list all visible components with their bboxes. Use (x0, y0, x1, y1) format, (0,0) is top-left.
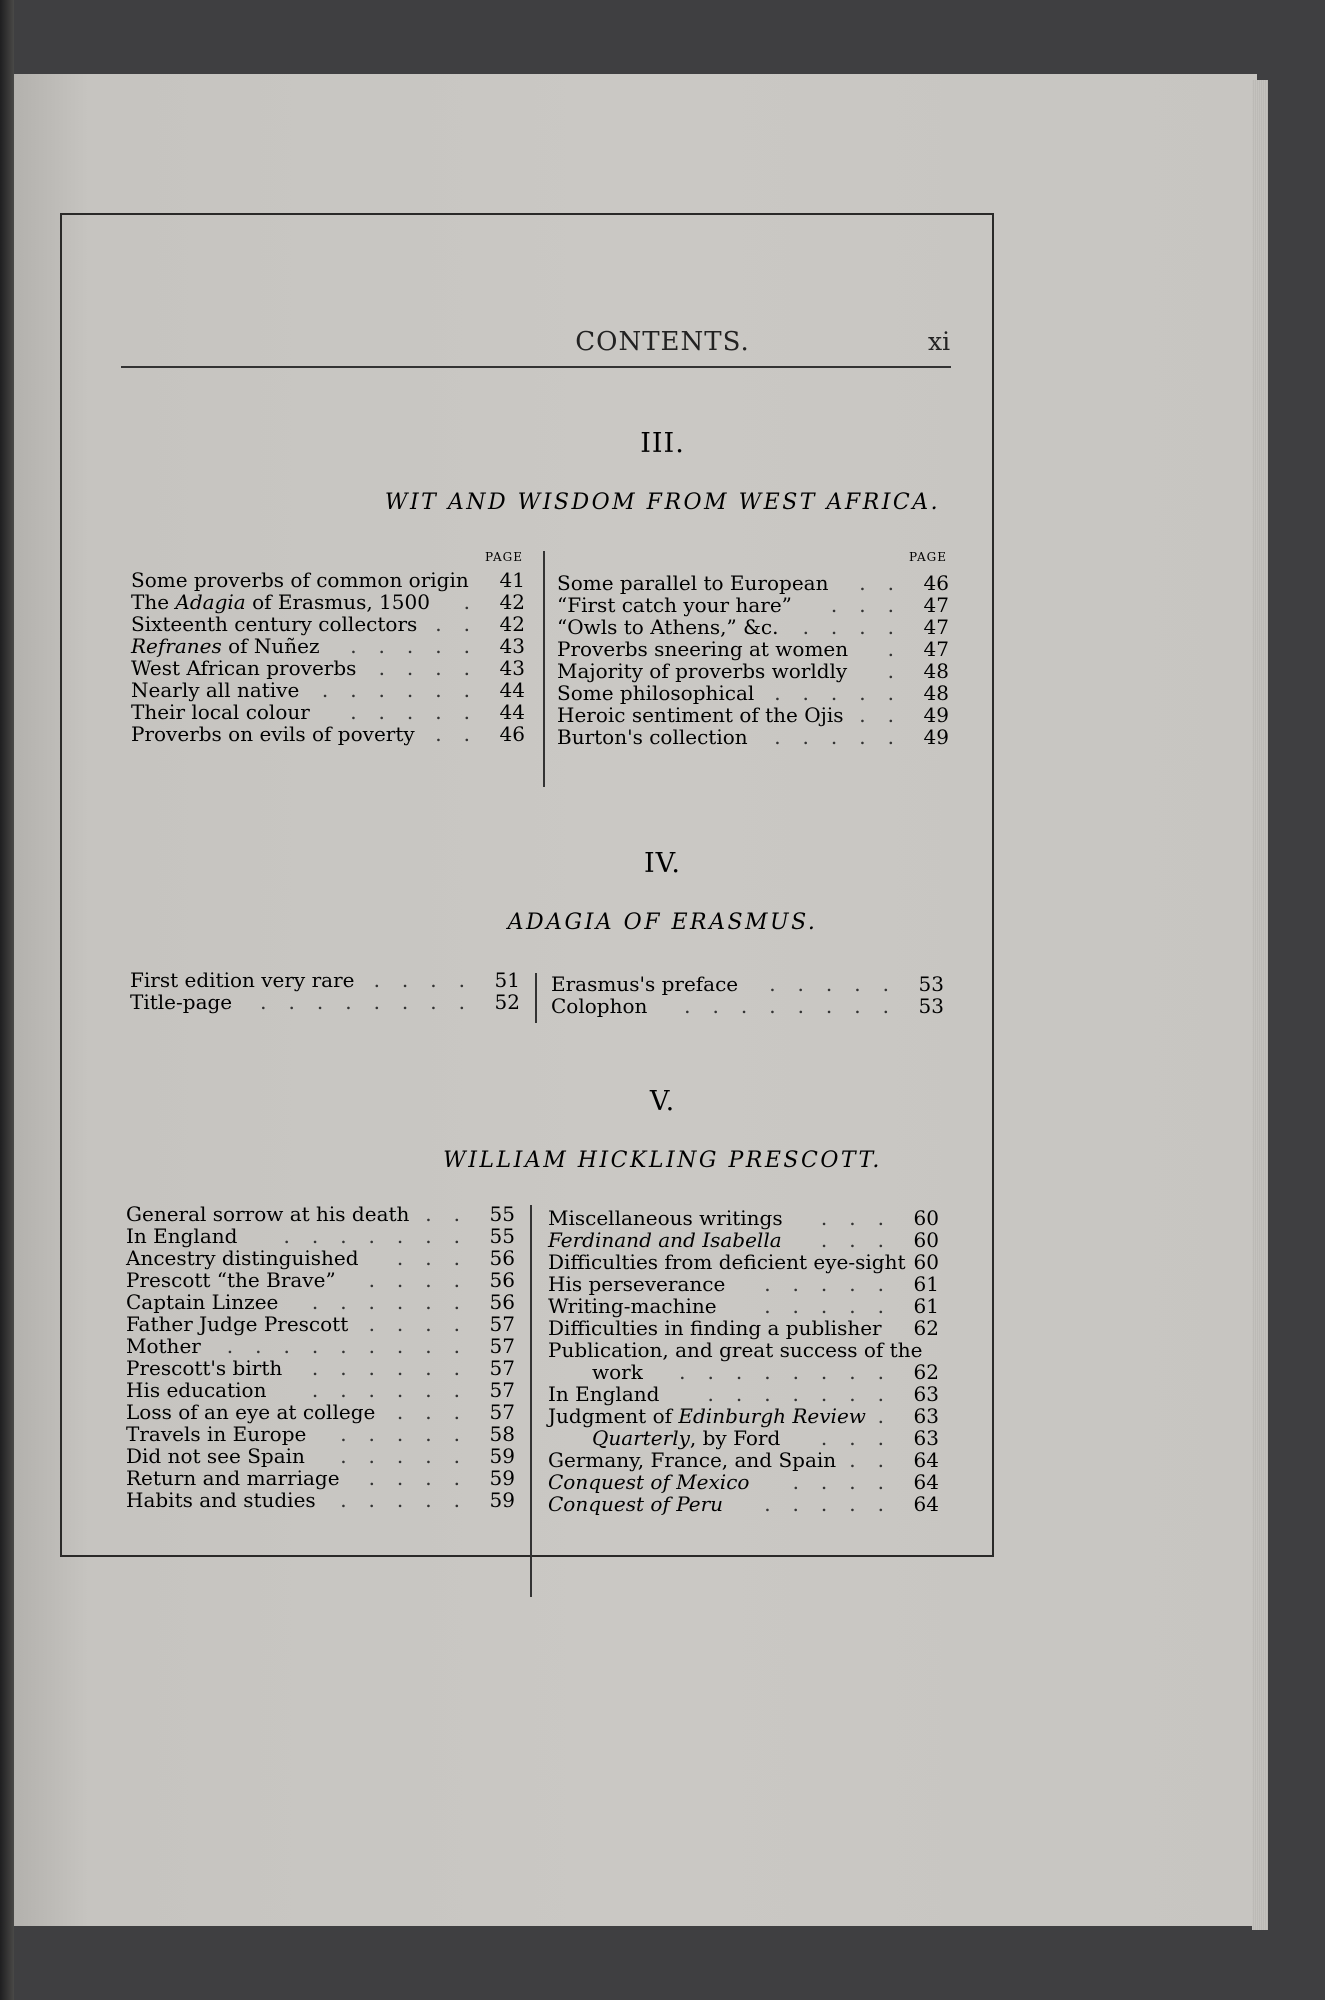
dot-leader: . (877, 1404, 906, 1428)
toc-page-number: 52 (494, 990, 520, 1014)
dot-leader: ...... (311, 1290, 482, 1314)
toc-page-number: 46 (499, 722, 525, 746)
column-divider (543, 551, 545, 787)
toc-page-number: 47 (923, 593, 949, 617)
toc-entry-title: Proverbs on evils of poverty (131, 722, 415, 746)
toc-entry-title: Miscellaneous writings (548, 1206, 783, 1230)
toc-page-number: 42 (499, 590, 525, 614)
toc-page-number: 49 (923, 703, 949, 727)
page-column-label: PAGE (909, 550, 947, 564)
toc-page-number: 56 (489, 1246, 515, 1270)
toc-page-number: 59 (489, 1466, 515, 1490)
section-title: ADAGIA OF ERASMUS. (507, 910, 818, 935)
dot-leader: ... (820, 1426, 906, 1450)
toc-entry (551, 992, 944, 1020)
toc-entry-title: Nearly all native (131, 678, 300, 702)
dot-leader: ..... (350, 634, 492, 658)
dot-leader: ..... (764, 1492, 906, 1516)
toc-entry-title: Burton's collection (557, 725, 748, 749)
toc-entry-title: Difficulties in finding a publisher (548, 1316, 882, 1340)
toc-entry-title: Father Judge Prescott (126, 1312, 349, 1336)
dot-leader: ........ (679, 1360, 906, 1384)
toc-page-number: 57 (489, 1312, 515, 1336)
toc-entry-title: The Adagia of Erasmus, 1500 (131, 590, 430, 614)
dot-leader: ... (820, 1228, 906, 1252)
toc-page-number: 57 (489, 1334, 515, 1358)
toc-entry-title: Publication, and great success of the (548, 1338, 923, 1362)
toc-entry-title: His education (126, 1378, 267, 1402)
toc-page-number: 63 (913, 1426, 939, 1450)
section-title: WILLIAM HICKLING PRESCOTT. (443, 1148, 882, 1173)
dot-leader: ....... (707, 1382, 906, 1406)
dot-leader: ........ (260, 990, 487, 1014)
dot-leader: . (463, 590, 492, 614)
dot-leader: ......... (226, 1334, 482, 1358)
toc-entry-title: Some proverbs of common origin (131, 568, 469, 592)
toc-entry-title: His perseverance (548, 1272, 726, 1296)
toc-entry-title: Prescott's birth (126, 1356, 283, 1380)
toc-page-number: 62 (913, 1316, 939, 1340)
dot-leader: .... (792, 1470, 906, 1494)
dot-leader: .... (378, 656, 492, 680)
toc-page-number: 62 (913, 1360, 939, 1384)
dot-leader: ... (396, 1400, 482, 1424)
toc-page-number: 51 (494, 968, 520, 992)
toc-page-number: 57 (489, 1356, 515, 1380)
running-title: CONTENTS. (575, 327, 750, 357)
dot-leader: . (887, 637, 916, 661)
section-number: IV. (643, 848, 682, 879)
toc-page-number: 61 (913, 1294, 939, 1318)
dot-leader: ..... (774, 681, 916, 705)
dot-leader: ...... (311, 1378, 482, 1402)
toc-entry-title: First edition very rare (130, 968, 355, 992)
toc-entry-title: Title-page (130, 990, 233, 1014)
dot-leader: ..... (774, 725, 916, 749)
toc-entry-title: Difficulties from deficient eye-sight (548, 1250, 906, 1274)
toc-entry-title: Ancestry distinguished (126, 1246, 359, 1270)
toc-page-number: 64 (913, 1470, 939, 1494)
toc-page-number: 55 (489, 1224, 515, 1248)
toc-page-number: 56 (489, 1268, 515, 1292)
toc-entry-title: Did not see Spain (126, 1444, 305, 1468)
dot-leader: ....... (283, 1224, 482, 1248)
dot-leader: ..... (350, 700, 492, 724)
toc-page-number: 63 (913, 1404, 939, 1428)
dot-leader: .... (373, 968, 487, 992)
dot-leader: ... (396, 1246, 482, 1270)
dot-leader: ...... (321, 678, 492, 702)
toc-entry-title: Proverbs sneering at women (557, 637, 849, 661)
column-divider (535, 973, 537, 1023)
toc-entry (557, 723, 949, 751)
dot-leader: .... (802, 615, 916, 639)
dot-leader: ........ (684, 994, 911, 1018)
page-folio: xi (928, 327, 951, 356)
column-divider (530, 1205, 532, 1597)
dot-leader: ..... (340, 1444, 482, 1468)
dot-leader: .. (435, 722, 492, 746)
dot-leader: .. (859, 703, 916, 727)
dot-leader: .. (425, 1202, 482, 1226)
dot-leader: ..... (764, 1294, 906, 1318)
page-edges (1252, 80, 1268, 1930)
toc-entry-title: Some parallel to European (557, 571, 829, 595)
toc-entry-title: Return and marriage (126, 1466, 340, 1490)
dot-leader: .... (368, 1312, 482, 1336)
toc-page-number: 61 (913, 1272, 939, 1296)
dot-leader: .... (368, 1466, 482, 1490)
toc-entry-title: “First catch your hare” (557, 593, 792, 617)
toc-entry-title: Refranes of Nuñez (131, 634, 320, 658)
dot-leader: .... (368, 1268, 482, 1292)
page-column-label: PAGE (485, 550, 523, 564)
toc-entry-title: Ferdinand and Isabella (548, 1228, 782, 1252)
toc-entry-title: In England (126, 1224, 238, 1248)
toc-entry-title: Conquest of Mexico (548, 1470, 750, 1494)
toc-entry-title: Their local colour (131, 700, 310, 724)
dot-leader: ..... (340, 1488, 482, 1512)
toc-entry-title: Prescott “the Brave” (126, 1268, 336, 1292)
toc-page-number: 57 (489, 1378, 515, 1402)
toc-page-number: 47 (923, 615, 949, 639)
dot-leader: .. (849, 1448, 906, 1472)
toc-page-number: 57 (489, 1400, 515, 1424)
toc-page-number: 48 (923, 681, 949, 705)
toc-page-number: 56 (489, 1290, 515, 1314)
toc-entry (131, 720, 525, 748)
dot-leader: ..... (764, 1272, 906, 1296)
toc-entry-title: General sorrow at his death (126, 1202, 410, 1226)
toc-entry-title: Habits and studies (126, 1488, 316, 1512)
toc-entry-title: Conquest of Peru (548, 1492, 724, 1516)
dot-leader: ...... (311, 1356, 482, 1380)
toc-page-number: 49 (923, 725, 949, 749)
dot-leader: . (887, 659, 916, 683)
toc-page-number: 60 (913, 1206, 939, 1230)
toc-entry-title: Some philosophical (557, 681, 755, 705)
toc-page-number: 55 (489, 1202, 515, 1226)
toc-entry-title: “Owls to Athens,” &c. (557, 615, 779, 639)
section-title: WIT AND WISDOM FROM WEST AFRICA. (384, 490, 941, 515)
dot-leader: ..... (340, 1422, 482, 1446)
dot-leader: ..... (769, 972, 911, 996)
dot-leader: .. (859, 571, 916, 595)
toc-entry (130, 988, 520, 1016)
toc-page-number: 60 (913, 1250, 939, 1274)
toc-page-number: 42 (499, 612, 525, 636)
toc-entry-title: Heroic sentiment of the Ojis (557, 703, 844, 727)
toc-entry-title: work (592, 1360, 643, 1384)
toc-entry-title: Judgment of Edinburgh Review (548, 1404, 866, 1428)
toc-entry (126, 1486, 515, 1514)
toc-page-number: 64 (913, 1448, 939, 1472)
toc-page-number: 46 (923, 571, 949, 595)
dot-leader: ... (820, 1206, 906, 1230)
toc-page-number: 53 (918, 972, 944, 996)
toc-entry-title: Loss of an eye at college (126, 1400, 376, 1424)
toc-page-number: 43 (499, 656, 525, 680)
toc-entry-title: Travels in Europe (126, 1422, 307, 1446)
toc-page-number: 59 (489, 1444, 515, 1468)
toc-entry-title: In England (548, 1382, 660, 1406)
book-gutter-shadow (0, 0, 14, 2000)
toc-page-number: 60 (913, 1228, 939, 1252)
toc-page-number: 64 (913, 1492, 939, 1516)
toc-page-number: 43 (499, 634, 525, 658)
toc-page-number: 41 (499, 568, 525, 592)
toc-page-number: 53 (918, 994, 944, 1018)
toc-page-number: 63 (913, 1382, 939, 1406)
toc-page-number: 58 (489, 1422, 515, 1446)
dot-leader: .. (435, 612, 492, 636)
toc-entry-title: Erasmus's preface (551, 972, 739, 996)
toc-page-number: 44 (499, 700, 525, 724)
toc-entry (548, 1490, 939, 1518)
section-number: III. (640, 428, 685, 459)
toc-entry-title: West African proverbs (131, 656, 357, 680)
dot-leader: ... (830, 593, 916, 617)
toc-entry-title: Colophon (551, 994, 648, 1018)
toc-page-number: 44 (499, 678, 525, 702)
toc-page-number: 48 (923, 659, 949, 683)
toc-entry-title: Sixteenth century collectors (131, 612, 418, 636)
toc-entry-title: Germany, France, and Spain (548, 1448, 837, 1472)
toc-page-number: 47 (923, 637, 949, 661)
toc-page-number: 59 (489, 1488, 515, 1512)
toc-entry-title: Captain Linzee (126, 1290, 279, 1314)
toc-entry-title: Majority of proverbs worldly (557, 659, 848, 683)
toc-entry-title: Writing-machine (548, 1294, 717, 1318)
section-number: V. (649, 1086, 676, 1117)
toc-entry-title: Mother (126, 1334, 201, 1358)
toc-entry-title: Quarterly, by Ford (592, 1426, 781, 1450)
